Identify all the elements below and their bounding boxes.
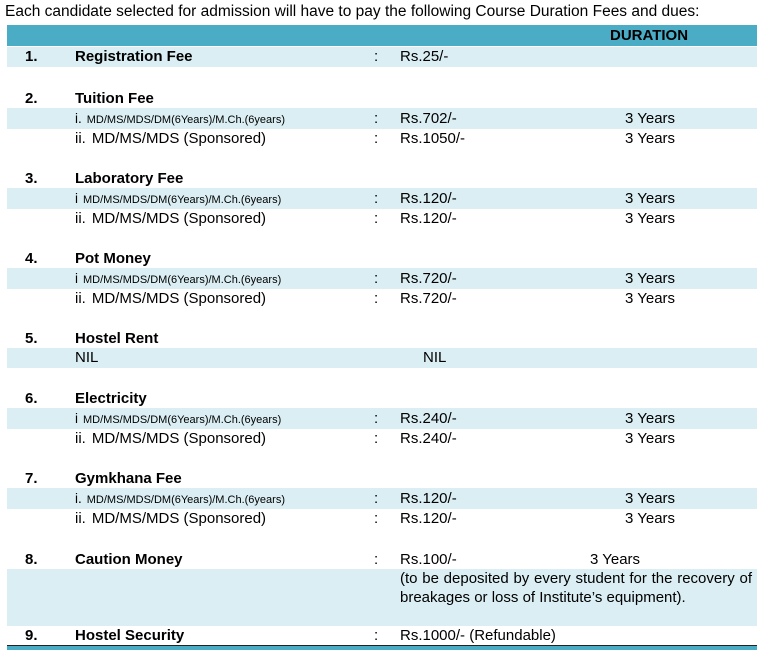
table-row-hostel-security	[7, 626, 757, 645]
sub-item-name: MD/MS/MDS (Sponsored)	[91, 430, 267, 447]
table-row	[7, 209, 757, 229]
row-number: 9.	[25, 627, 38, 644]
row-number: 7.	[25, 470, 38, 487]
nil-label: NIL	[75, 349, 99, 366]
colon-separator: :	[374, 110, 379, 127]
spacer	[7, 309, 757, 330]
sub-item-name: MD/MS/MDS/DM(6Years)/M.Ch.(6years)	[83, 414, 282, 426]
colon-separator: :	[374, 510, 379, 527]
fee-amount: Rs.720/-	[400, 270, 457, 287]
fee-amount: Rs.100/-	[400, 551, 457, 568]
sub-item	[75, 108, 285, 131]
fee-duration: 3 Years	[625, 210, 676, 227]
duration-column-header: DURATION	[610, 27, 689, 44]
row-number: 4.	[25, 250, 38, 267]
colon-separator: :	[374, 627, 379, 644]
fee-amount: Rs.720/-	[400, 290, 457, 307]
sub-item	[75, 289, 266, 309]
fee-amount: Rs.120/-	[400, 190, 457, 207]
sub-item-prefix: i	[75, 271, 78, 286]
sub-item	[75, 188, 281, 211]
table-row	[7, 289, 757, 309]
table-header-bar	[7, 25, 757, 46]
sub-item-name: MD/MS/MDS (Sponsored)	[91, 290, 267, 307]
section-heading-tuition-fee	[7, 89, 757, 108]
section-heading-hostel-rent	[7, 330, 757, 348]
fee-amount: Rs.702/-	[400, 110, 457, 127]
fee-title: Electricity	[75, 390, 147, 407]
fee-amount: Rs.240/-	[400, 410, 457, 427]
colon-separator: :	[374, 48, 379, 65]
sub-item-prefix: ii.	[75, 510, 86, 527]
table-row	[7, 509, 757, 529]
colon-separator: :	[374, 190, 379, 207]
sub-item	[75, 429, 266, 449]
fee-duration: 3 Years	[625, 290, 676, 307]
fee-duration: 3 Years	[625, 130, 676, 147]
sub-item	[75, 268, 281, 291]
fee-amount: Rs.120/-	[400, 490, 457, 507]
colon-separator: :	[374, 290, 379, 307]
fee-title: Registration Fee	[75, 48, 193, 65]
sub-item-name: MD/MS/MDS (Sponsored)	[91, 130, 267, 147]
table-row	[7, 108, 757, 129]
spacer	[7, 67, 757, 89]
fee-title: Hostel Rent	[75, 330, 159, 347]
sub-item-name: MD/MS/MDS (Sponsored)	[91, 210, 267, 227]
sub-item	[75, 509, 266, 529]
sub-item-name: MD/MS/MDS/DM(6Years)/M.Ch.(6years)	[86, 494, 285, 506]
section-heading-pot-money	[7, 250, 757, 268]
section-heading-laboratory-fee	[7, 170, 757, 188]
fee-amount: Rs.1050/-	[400, 130, 466, 147]
sub-item-name: MD/MS/MDS (Sponsored)	[91, 510, 267, 527]
sub-item-prefix: i	[75, 411, 78, 426]
table-row	[7, 408, 757, 429]
fee-amount: Rs.240/-	[400, 430, 457, 447]
sub-item-prefix: i	[75, 191, 78, 206]
section-heading-gymkhana-fee	[7, 470, 757, 488]
fee-duration: 3 Years	[590, 551, 641, 568]
fee-title: Laboratory Fee	[75, 170, 184, 187]
sub-item-prefix: ii.	[75, 130, 86, 147]
colon-separator: :	[374, 210, 379, 227]
fee-duration: 3 Years	[625, 190, 676, 207]
nil-value: NIL	[423, 349, 447, 366]
sub-item	[75, 488, 285, 511]
fee-duration: 3 Years	[625, 410, 676, 427]
row-number: 6.	[25, 390, 38, 407]
caution-money-note-block	[7, 569, 757, 626]
table-row-caution-money	[7, 550, 757, 569]
sub-item-name: MD/MS/MDS/DM(6Years)/M.Ch.(6years)	[83, 274, 282, 286]
sub-item-name: MD/MS/MDS/DM(6Years)/M.Ch.(6years)	[86, 114, 285, 126]
fee-title: Gymkhana Fee	[75, 470, 182, 487]
row-number: 2.	[25, 90, 38, 107]
fee-title: Pot Money	[75, 250, 151, 267]
spacer	[7, 229, 757, 250]
fee-duration: 3 Years	[625, 270, 676, 287]
sub-item-prefix: ii.	[75, 290, 86, 307]
sub-item	[75, 129, 266, 149]
table-row-nil	[7, 348, 757, 368]
row-number: 1.	[25, 48, 38, 65]
table-row	[7, 488, 757, 509]
colon-separator: :	[374, 430, 379, 447]
fee-amount: Rs.120/-	[400, 210, 457, 227]
fee-title: Hostel Security	[75, 627, 185, 644]
spacer	[7, 449, 757, 470]
sub-item-prefix: ii.	[75, 430, 86, 447]
fee-amount: Rs.1000/- (Refundable)	[400, 627, 556, 644]
fee-amount: Rs.25/-	[400, 48, 449, 65]
table-row-registration-fee	[7, 47, 757, 67]
spacer	[7, 149, 757, 170]
colon-separator: :	[374, 410, 379, 427]
fee-amount: Rs.120/-	[400, 510, 457, 527]
fees-table	[7, 25, 757, 650]
intro-text: Each candidate selected for admission will have to pay the following Course Duration Fees and dues:	[5, 3, 700, 20]
fee-title: Tuition Fee	[75, 90, 154, 107]
fee-duration: 3 Years	[625, 510, 676, 527]
spacer	[7, 529, 757, 550]
colon-separator: :	[374, 270, 379, 287]
sub-item-prefix: i.	[75, 491, 82, 506]
colon-separator: :	[374, 130, 379, 147]
row-number: 3.	[25, 170, 38, 187]
sub-item	[75, 209, 266, 229]
table-bottom-border	[7, 645, 757, 650]
colon-separator: :	[374, 490, 379, 507]
caution-money-note: (to be deposited by every student for the recovery of breakages or loss of Institute’s equipment).	[400, 570, 752, 606]
sub-item-name: MD/MS/MDS/DM(6Years)/M.Ch.(6years)	[83, 194, 282, 206]
spacer	[7, 368, 757, 390]
sub-item	[75, 408, 281, 431]
fee-duration: 3 Years	[625, 110, 676, 127]
sub-item-prefix: i.	[75, 111, 82, 126]
row-number: 8.	[25, 551, 38, 568]
table-row	[7, 429, 757, 449]
fee-duration: 3 Years	[625, 490, 676, 507]
row-number: 5.	[25, 330, 38, 347]
table-row	[7, 188, 757, 209]
section-heading-electricity	[7, 390, 757, 408]
sub-item-prefix: ii.	[75, 210, 86, 227]
colon-separator: :	[374, 551, 379, 568]
fee-title: Caution Money	[75, 551, 183, 568]
table-row	[7, 129, 757, 149]
fee-duration: 3 Years	[625, 430, 676, 447]
table-row	[7, 268, 757, 289]
